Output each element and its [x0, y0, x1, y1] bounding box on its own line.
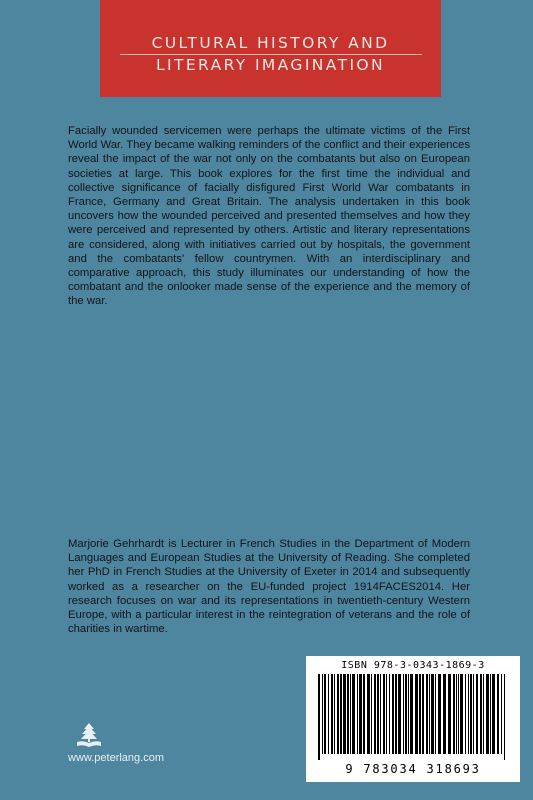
tree-on-book-icon	[75, 722, 103, 748]
barcode-bars	[318, 674, 508, 760]
isbn-text: ISBN 978-3-0343-1869-3	[341, 660, 485, 671]
ean-digits: 9 783034 318693	[345, 762, 481, 776]
publisher-website: www.peterlang.com	[68, 752, 164, 764]
series-title-line-2: LITERARY IMAGINATION	[155, 56, 386, 74]
author-bio: Marjorie Gehrhardt is Lecturer in French Studies in the Department of Modern Languages and European Studies at the University of Reading. She completed her PhD in French Studies at the University of Exeter in 2014 and subsequently worked as a researcher on the EU-funded project 1914FACES2014. Her research focuses on war and its representations in twentieth-century Western Europe, with a particular interest in the reintegration of veterans and the role of charities in wartime.	[68, 538, 470, 636]
barcode-panel	[306, 656, 520, 782]
series-banner	[100, 0, 441, 97]
series-title-line-1: CULTURAL HISTORY AND	[151, 34, 390, 52]
book-blurb: Facially wounded servicemen were perhaps the ultimate victims of the First World War. They became walking reminders of the conflict and their experiences reveal the impact of the war not only on the combatants but also on European societies at large. This book explores for the first time the individual and collective significance of facially disfigured First World War combatants in France, Germany and Great Britain. The analysis undertaken in this book uncovers how the wounded perceived and presented themselves and how they were perceived and represented by others. Artistic and literary representations are considered, along with initiatives carried out by hospitals, the government and the combatants' fellow countrymen. With an interdisciplinary and comparative approach, this study illuminates our understanding of how the combatant and the onlooker made sense of the experience and the memory of the war.	[68, 125, 470, 308]
series-divider	[120, 54, 422, 55]
